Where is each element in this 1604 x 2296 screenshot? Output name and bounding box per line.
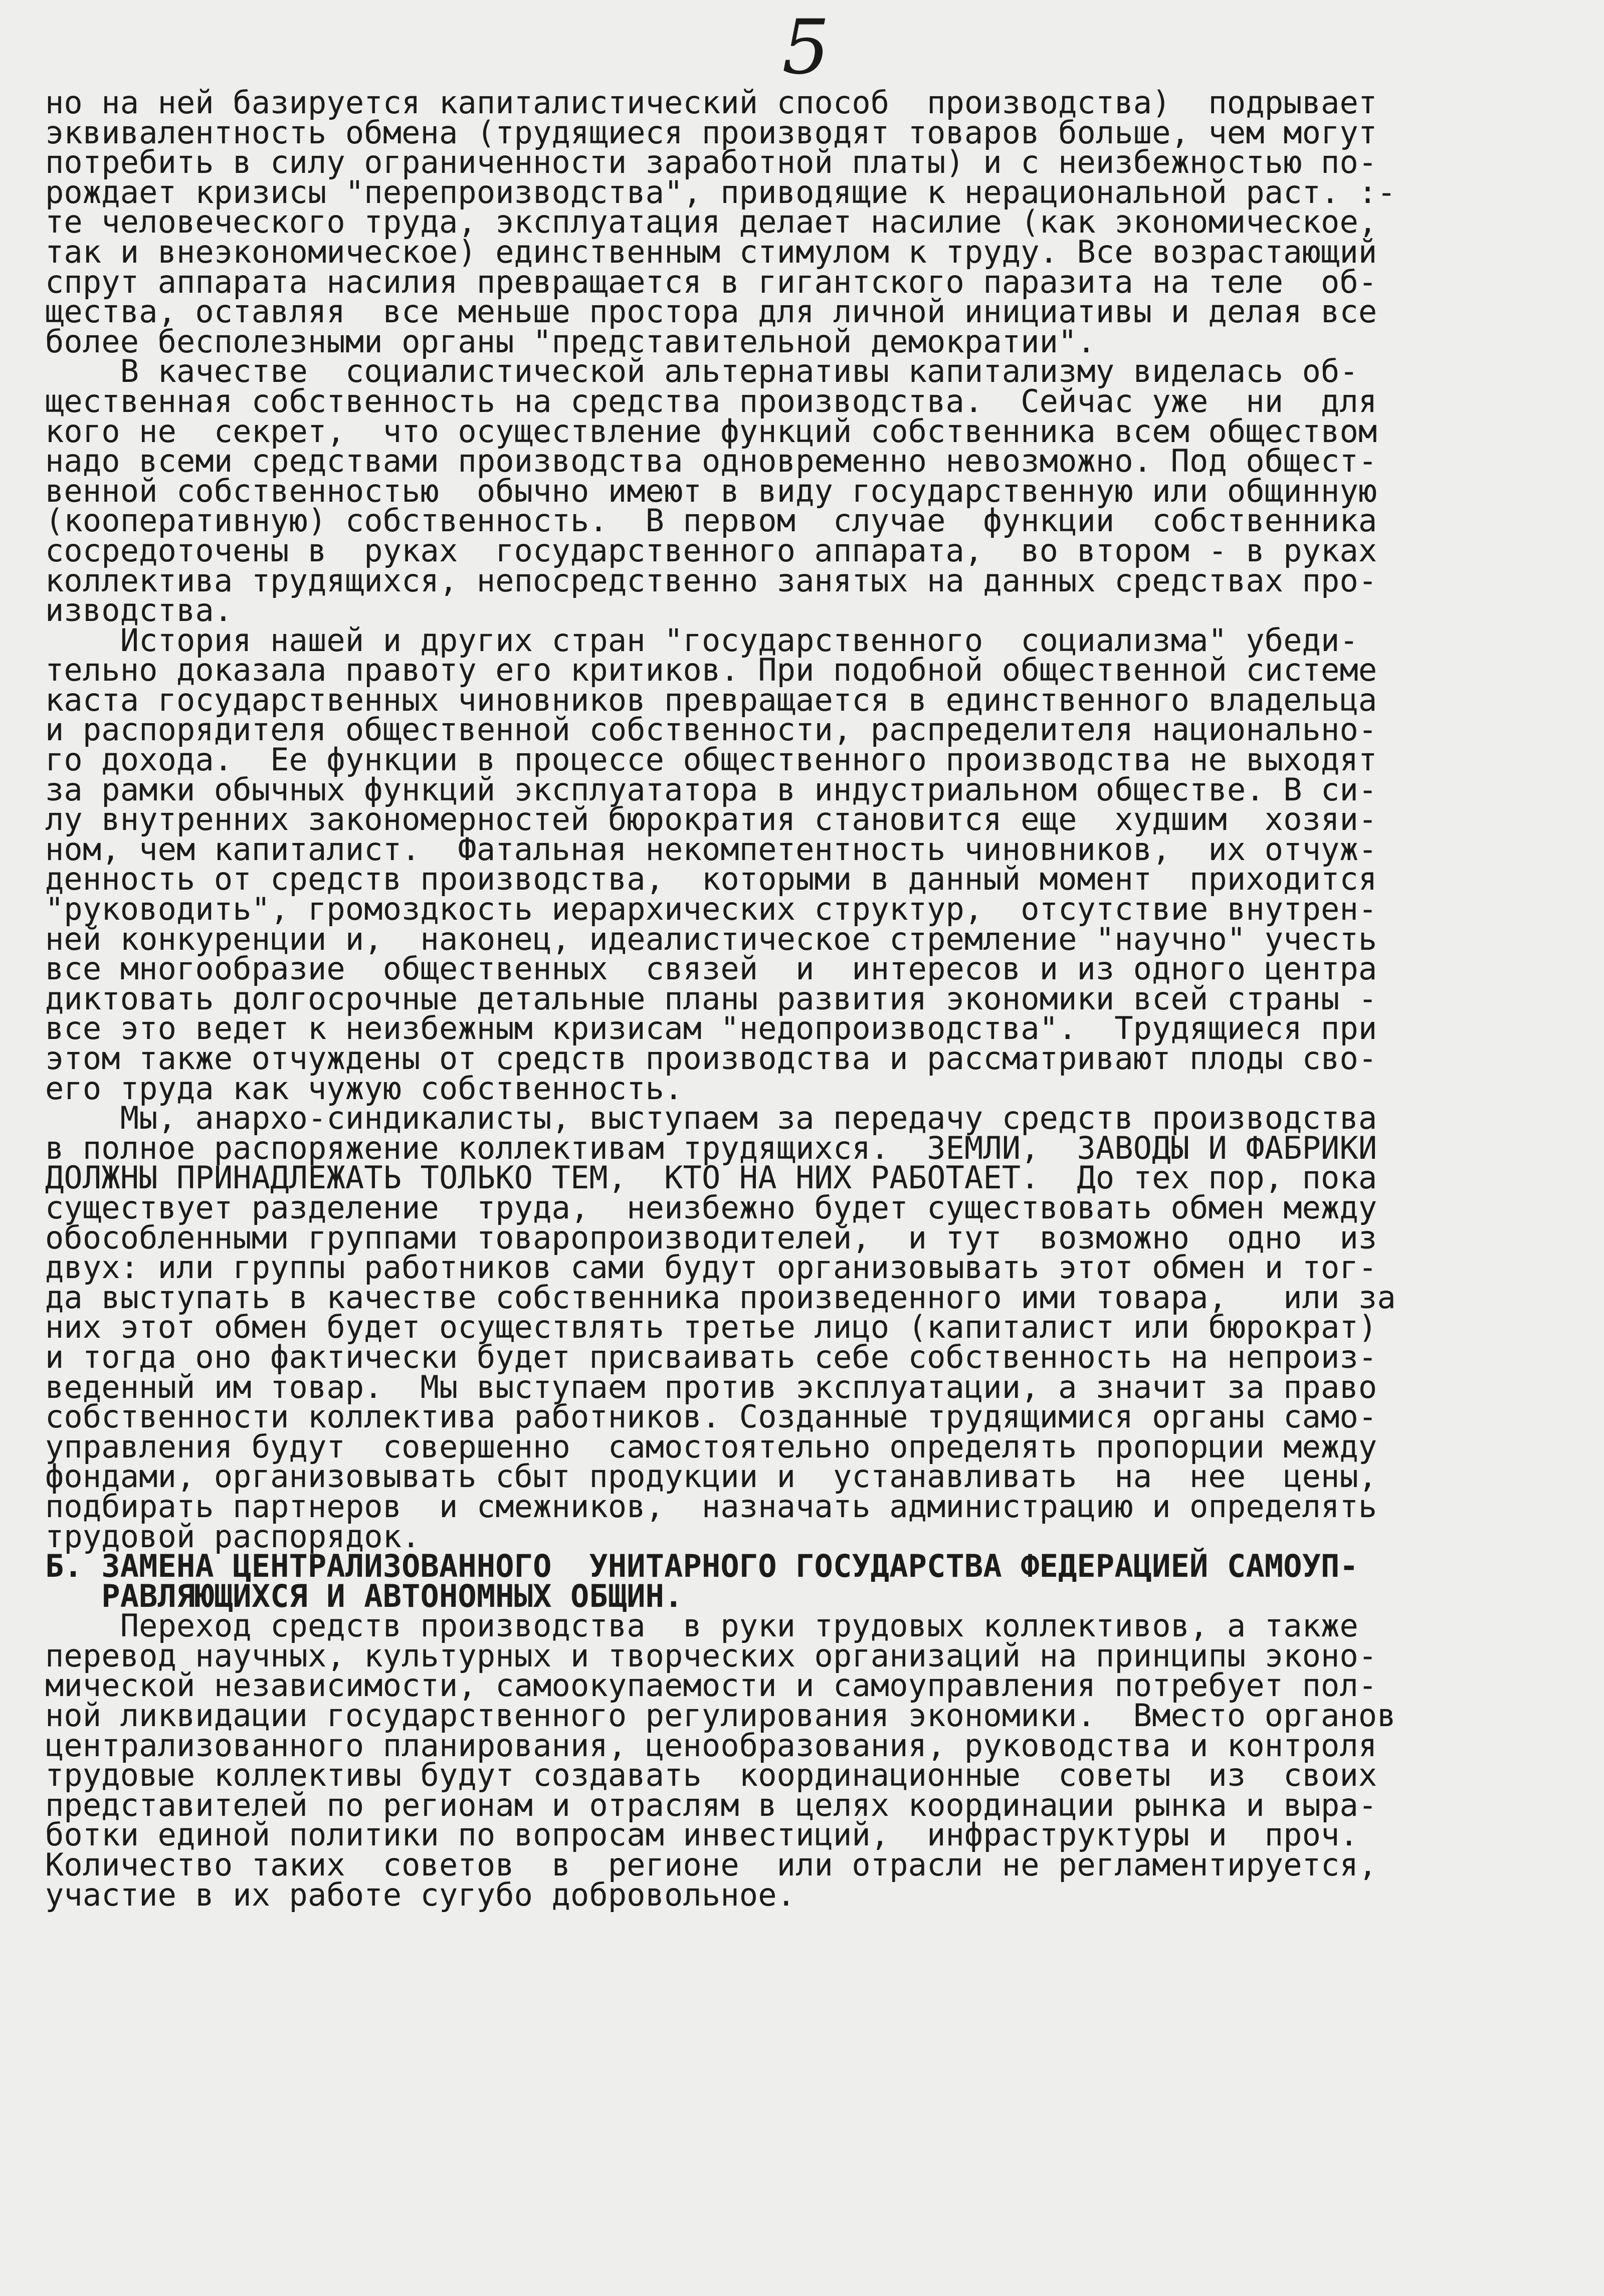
text-line: его труда как чужую собственность. — [45, 1070, 683, 1107]
text-line: рождает кризисы "перепроизводства", приводящие к нерациональной раст. :- — [45, 173, 1396, 211]
text-line: сосредоточены в руках государственного аппарата, во втором - в руках — [45, 532, 1377, 569]
text-line: да выступать в качестве собственника произведенного ими товара, или за — [45, 1279, 1396, 1316]
text-line: надо всеми средствами производства одновременно невозможно. Под общест- — [45, 443, 1377, 480]
text-line: в полное распоряжение коллективам трудящихся. ЗЕМЛИ, ЗАВОДЫ И ФАБРИКИ — [45, 1129, 1377, 1166]
text-line: История нашей и других стран "государственного социализма" убеди- — [45, 621, 1358, 659]
text-line: и тогда оно фактически будет присваивать себе собственность на непроиз- — [45, 1338, 1377, 1375]
text-line: лу внутренних закономерностей бюрократия становится еще худшим хозяи- — [45, 801, 1377, 838]
text-line: ней конкуренции и, наконец, идеалистическое стремление "научно" учесть — [45, 920, 1377, 957]
text-line: участие в их работе сугубо добровольное. — [45, 1876, 796, 1913]
text-line: каста государственных чиновников превращается в единственного владельца — [45, 681, 1377, 718]
text-line: централизованного планирования, ценообразования, руководства и контроля — [45, 1727, 1377, 1764]
text-line: ДОЛЖНЫ ПРИНАДЛЕЖАТЬ ТОЛЬКО ТЕМ, КТО НА НИХ РАБОТАЕТ. До тех пор, пока — [45, 1159, 1377, 1196]
text-line: спрут аппарата насилия превращается в гигантского паразита на теле об- — [45, 263, 1377, 300]
text-line: Количество таких советов в регионе или отрасли не регламентируется, — [45, 1846, 1377, 1884]
text-line: за рамки обычных функций эксплуататора в индустриальном обществе. В си- — [45, 771, 1377, 808]
text-line: изводства. — [45, 592, 233, 629]
text-line: представителей по регионам и отраслям в целях координации рынка и выра- — [45, 1786, 1377, 1823]
text-line: денность от средств производства, которыми в данный момент приходится — [45, 861, 1377, 898]
text-line: "руководить", громоздкость иерархических структур, отсутствие внутрен- — [45, 891, 1377, 928]
body-text — [45, 84, 1579, 1913]
text-line: кого не секрет, что осуществление функций собственника всем обществом — [45, 412, 1377, 450]
text-line: тельно доказала правоту его критиков. При подобной общественной системе — [45, 652, 1377, 689]
text-line: так и внеэкономическое) единственным стимулом к труду. Все возрастающий — [45, 233, 1377, 270]
text-line: фондами, организовывать сбыт продукции и устанавливать на нее цены, — [45, 1458, 1377, 1495]
text-line: диктовать долгосрочные детальные планы развития экономики всей страны - — [45, 980, 1377, 1017]
section-heading-line: Б. ЗАМЕНА ЦЕНТРАЛИЗОВАННОГО УНИТАРНОГО ГОСУДАРСТВА ФЕДЕРАЦИЕЙ САМОУП- — [45, 1548, 1358, 1585]
text-line: те человеческого труда, эксплуатация делает насилие (как экономическое, — [45, 203, 1377, 241]
text-line: управления будут совершенно самостоятельно определять пропорции между — [45, 1428, 1377, 1465]
text-line: собственности коллектива работников. Созданные трудящимися органы само- — [45, 1398, 1377, 1435]
text-line: ном, чем капиталист. Фатальная некомпетентность чиновников, их отчуж- — [45, 830, 1377, 868]
text-line: эквивалентность обмена (трудящиеся производят товаров больше, чем могут — [45, 114, 1377, 151]
text-line: все многообразие общественных связей и интересов и из одного центра — [45, 950, 1377, 987]
text-line: Мы, анархо-синдикалисты, выступаем за передачу средств производства — [45, 1100, 1377, 1137]
text-line: В качестве социалистической альтернативы капитализму виделась об- — [45, 353, 1358, 390]
text-line: них этот обмен будет осуществлять третье лицо (капиталист или бюрократ) — [45, 1309, 1377, 1346]
text-line: перевод научных, культурных и творческих организаций на принципы эконо- — [45, 1637, 1377, 1674]
text-line: веденный им товар. Мы выступаем против эксплуатации, а значит за право — [45, 1368, 1377, 1405]
text-line: обособленными группами товаропроизводителей, и тут возможно одно из — [45, 1219, 1377, 1256]
text-line: все это ведет к неизбежным кризисам "недопроизводства". Трудящиеся при — [45, 1010, 1377, 1047]
text-line: трудовой распорядок. — [45, 1518, 421, 1555]
text-line: потребить в силу ограниченности заработной платы) и с неизбежностью по- — [45, 144, 1377, 181]
text-line: существует разделение труда, неизбежно будет существовать обмен между — [45, 1189, 1377, 1226]
text-line: ботки единой политики по вопросам инвестиций, инфраструктуры и проч. — [45, 1816, 1358, 1853]
text-line: венной собственностью обычно имеют в виду государственную или общинную — [45, 472, 1377, 509]
page-number: 5 — [782, 4, 830, 91]
text-line: но на ней базируется капиталистический способ производства) подрывает — [45, 84, 1377, 121]
text-line: двух: или группы работников сами будут организовывать этот обмен и тог- — [45, 1249, 1377, 1286]
text-line: Переход средств производства в руки трудовых коллективов, а также — [45, 1607, 1358, 1644]
text-line: щества, оставляя все меньше простора для личной инициативы и делая все — [45, 293, 1377, 330]
text-line: щественная собственность на средства производства. Сейчас уже ни для — [45, 382, 1377, 420]
text-line: мической независимости, самоокупаемости и самоуправления потребует пол- — [45, 1667, 1377, 1704]
text-line: ной ликвидации государственного регулирования экономики. Вместо органов — [45, 1697, 1396, 1734]
text-line: подбирать партнеров и смежников, назначать администрацию и определять — [45, 1488, 1377, 1525]
text-line: трудовые коллективы будут создавать координационные советы из своих — [45, 1757, 1377, 1794]
text-line: коллектива трудящихся, непосредственно занятых на данных средствах про- — [45, 562, 1377, 599]
text-line: (кооперативную) собственность. В первом случае функции собственника — [45, 502, 1377, 539]
section-heading-line: РАВЛЯЮЩИХСЯ И АВТОНОМНЫХ ОБЩИН. — [45, 1577, 683, 1614]
text-line: более бесполезными органы "представительной демократии". — [45, 323, 1096, 360]
text-line: этом также отчуждены от средств производства и рассматривают плоды сво- — [45, 1040, 1377, 1077]
text-line: го дохода. Ее функции в процессе общественного производства не выходят — [45, 741, 1377, 778]
text-line: и распорядителя общественной собственности, распределителя национально- — [45, 711, 1377, 748]
